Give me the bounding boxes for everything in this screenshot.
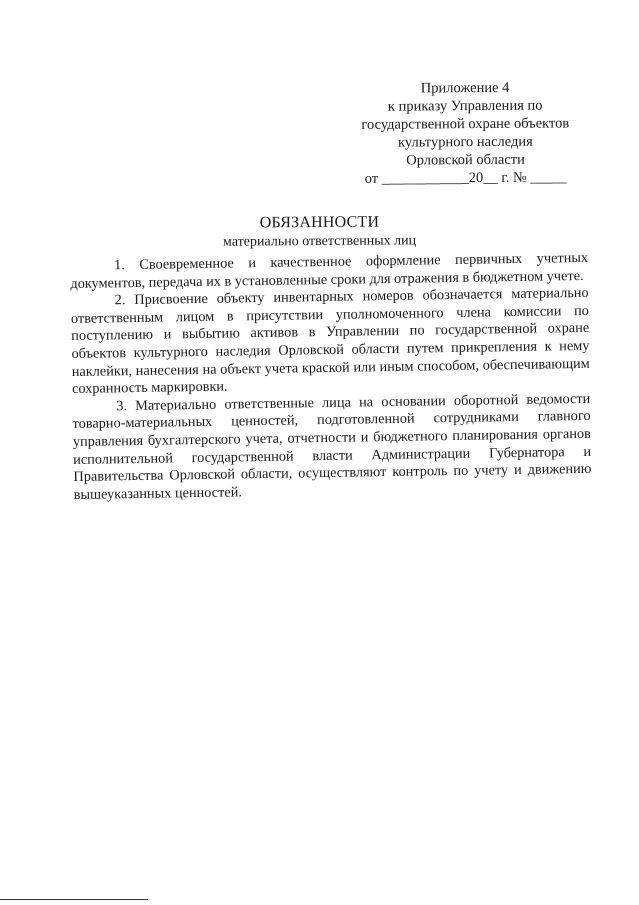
region-line: Орловской области <box>406 151 525 169</box>
footer-divider <box>0 899 148 900</box>
department-name-line: государственной охране объектов <box>361 115 570 133</box>
document-title-block <box>0 211 639 253</box>
appendix-header <box>340 78 591 188</box>
appendix-number: Приложение 4 <box>420 79 510 97</box>
document-body <box>70 250 592 504</box>
paragraph-1: 1. Своевременное и качественное оформление первичных учетных документов, передача их в установленные сроки для отражения в бюджетном учете. <box>70 249 589 292</box>
date-number-line: от ____________20__ г. № _____ <box>364 169 567 187</box>
order-reference-line: к приказу Управления по <box>387 97 543 115</box>
document-title: ОБЯЗАННОСТИ <box>259 213 380 232</box>
document-subtitle: материально ответственных лиц <box>222 233 417 250</box>
heritage-line: культурного наследия <box>397 133 533 151</box>
paragraph-2: 2. Присвоение объекту инвентарных номеров обозначается материально ответственным лицом в присутствии уполномоченного члена комиссии по поступлению и выбытию активов в Управлении по государственной охране объектов культурного наследия Орловской области путем прикрепления к нему наклейки, нанесения на объект учета краской или иным способом, обеспечивающим сохранность маркировки. <box>70 285 590 398</box>
paragraph-3: 3. Материально ответственные лица на основании оборотной ведомости товарно-материальных ценностей, подготовленной сотрудниками главного управления бухгалтерского учета, отчетности и бюджетного планирования органов исполнительной государственной власти Администрации Губернатора и Правительства Орловской области, осуществляют контроль по учету и движению вышеуказанных ценностей. <box>72 390 592 503</box>
